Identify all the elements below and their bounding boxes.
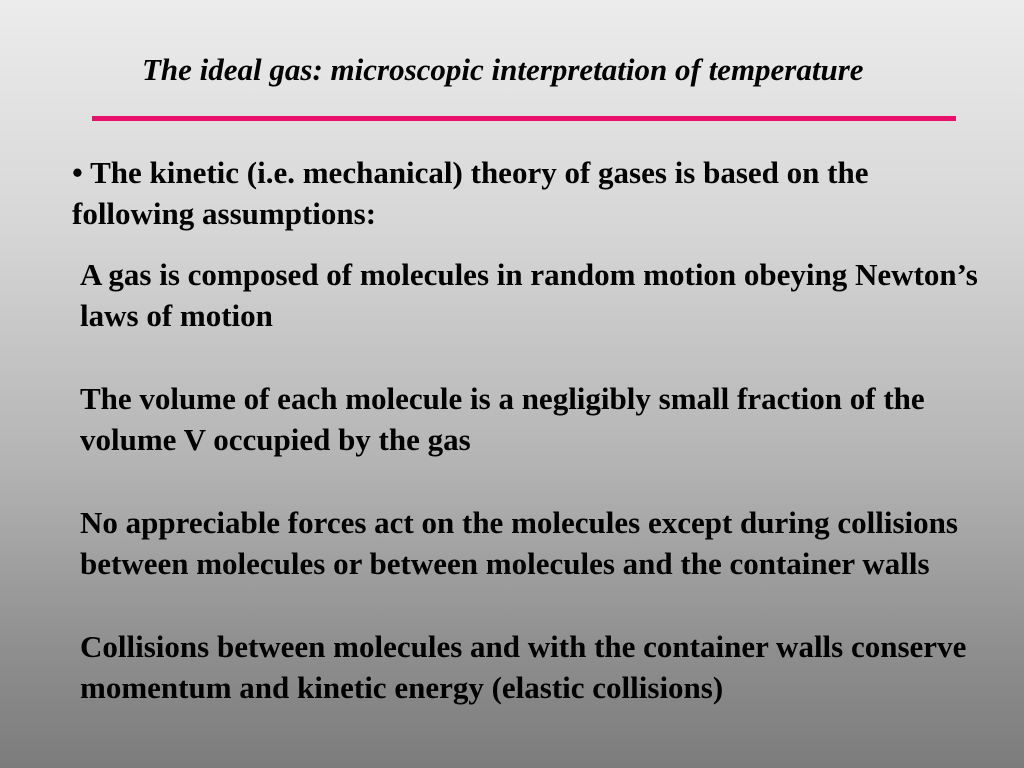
bullet-marker: • — [72, 155, 83, 190]
assumption-item: The volume of each molecule is a negligibly small fraction of the volume V occupied by the gas — [80, 381, 925, 457]
slide-title: The ideal gas: microscopic interpretation of temperature — [142, 52, 864, 87]
assumption-item: No appreciable forces act on the molecules except during collisions between molecules or between molecules and the container walls — [80, 505, 958, 581]
intro-text: The kinetic (i.e. mechanical) theory of gases is based on the following assumptions: — [72, 155, 869, 231]
assumption-item: A gas is composed of molecules in random motion obeying Newton’s laws of motion — [80, 257, 978, 333]
title-underline — [92, 116, 956, 121]
intro-paragraph — [72, 152, 972, 234]
assumption-item: Collisions between molecules and with the container walls conserve momentum and kinetic energy (elastic collisions) — [80, 629, 967, 705]
assumptions-list — [80, 254, 990, 708]
